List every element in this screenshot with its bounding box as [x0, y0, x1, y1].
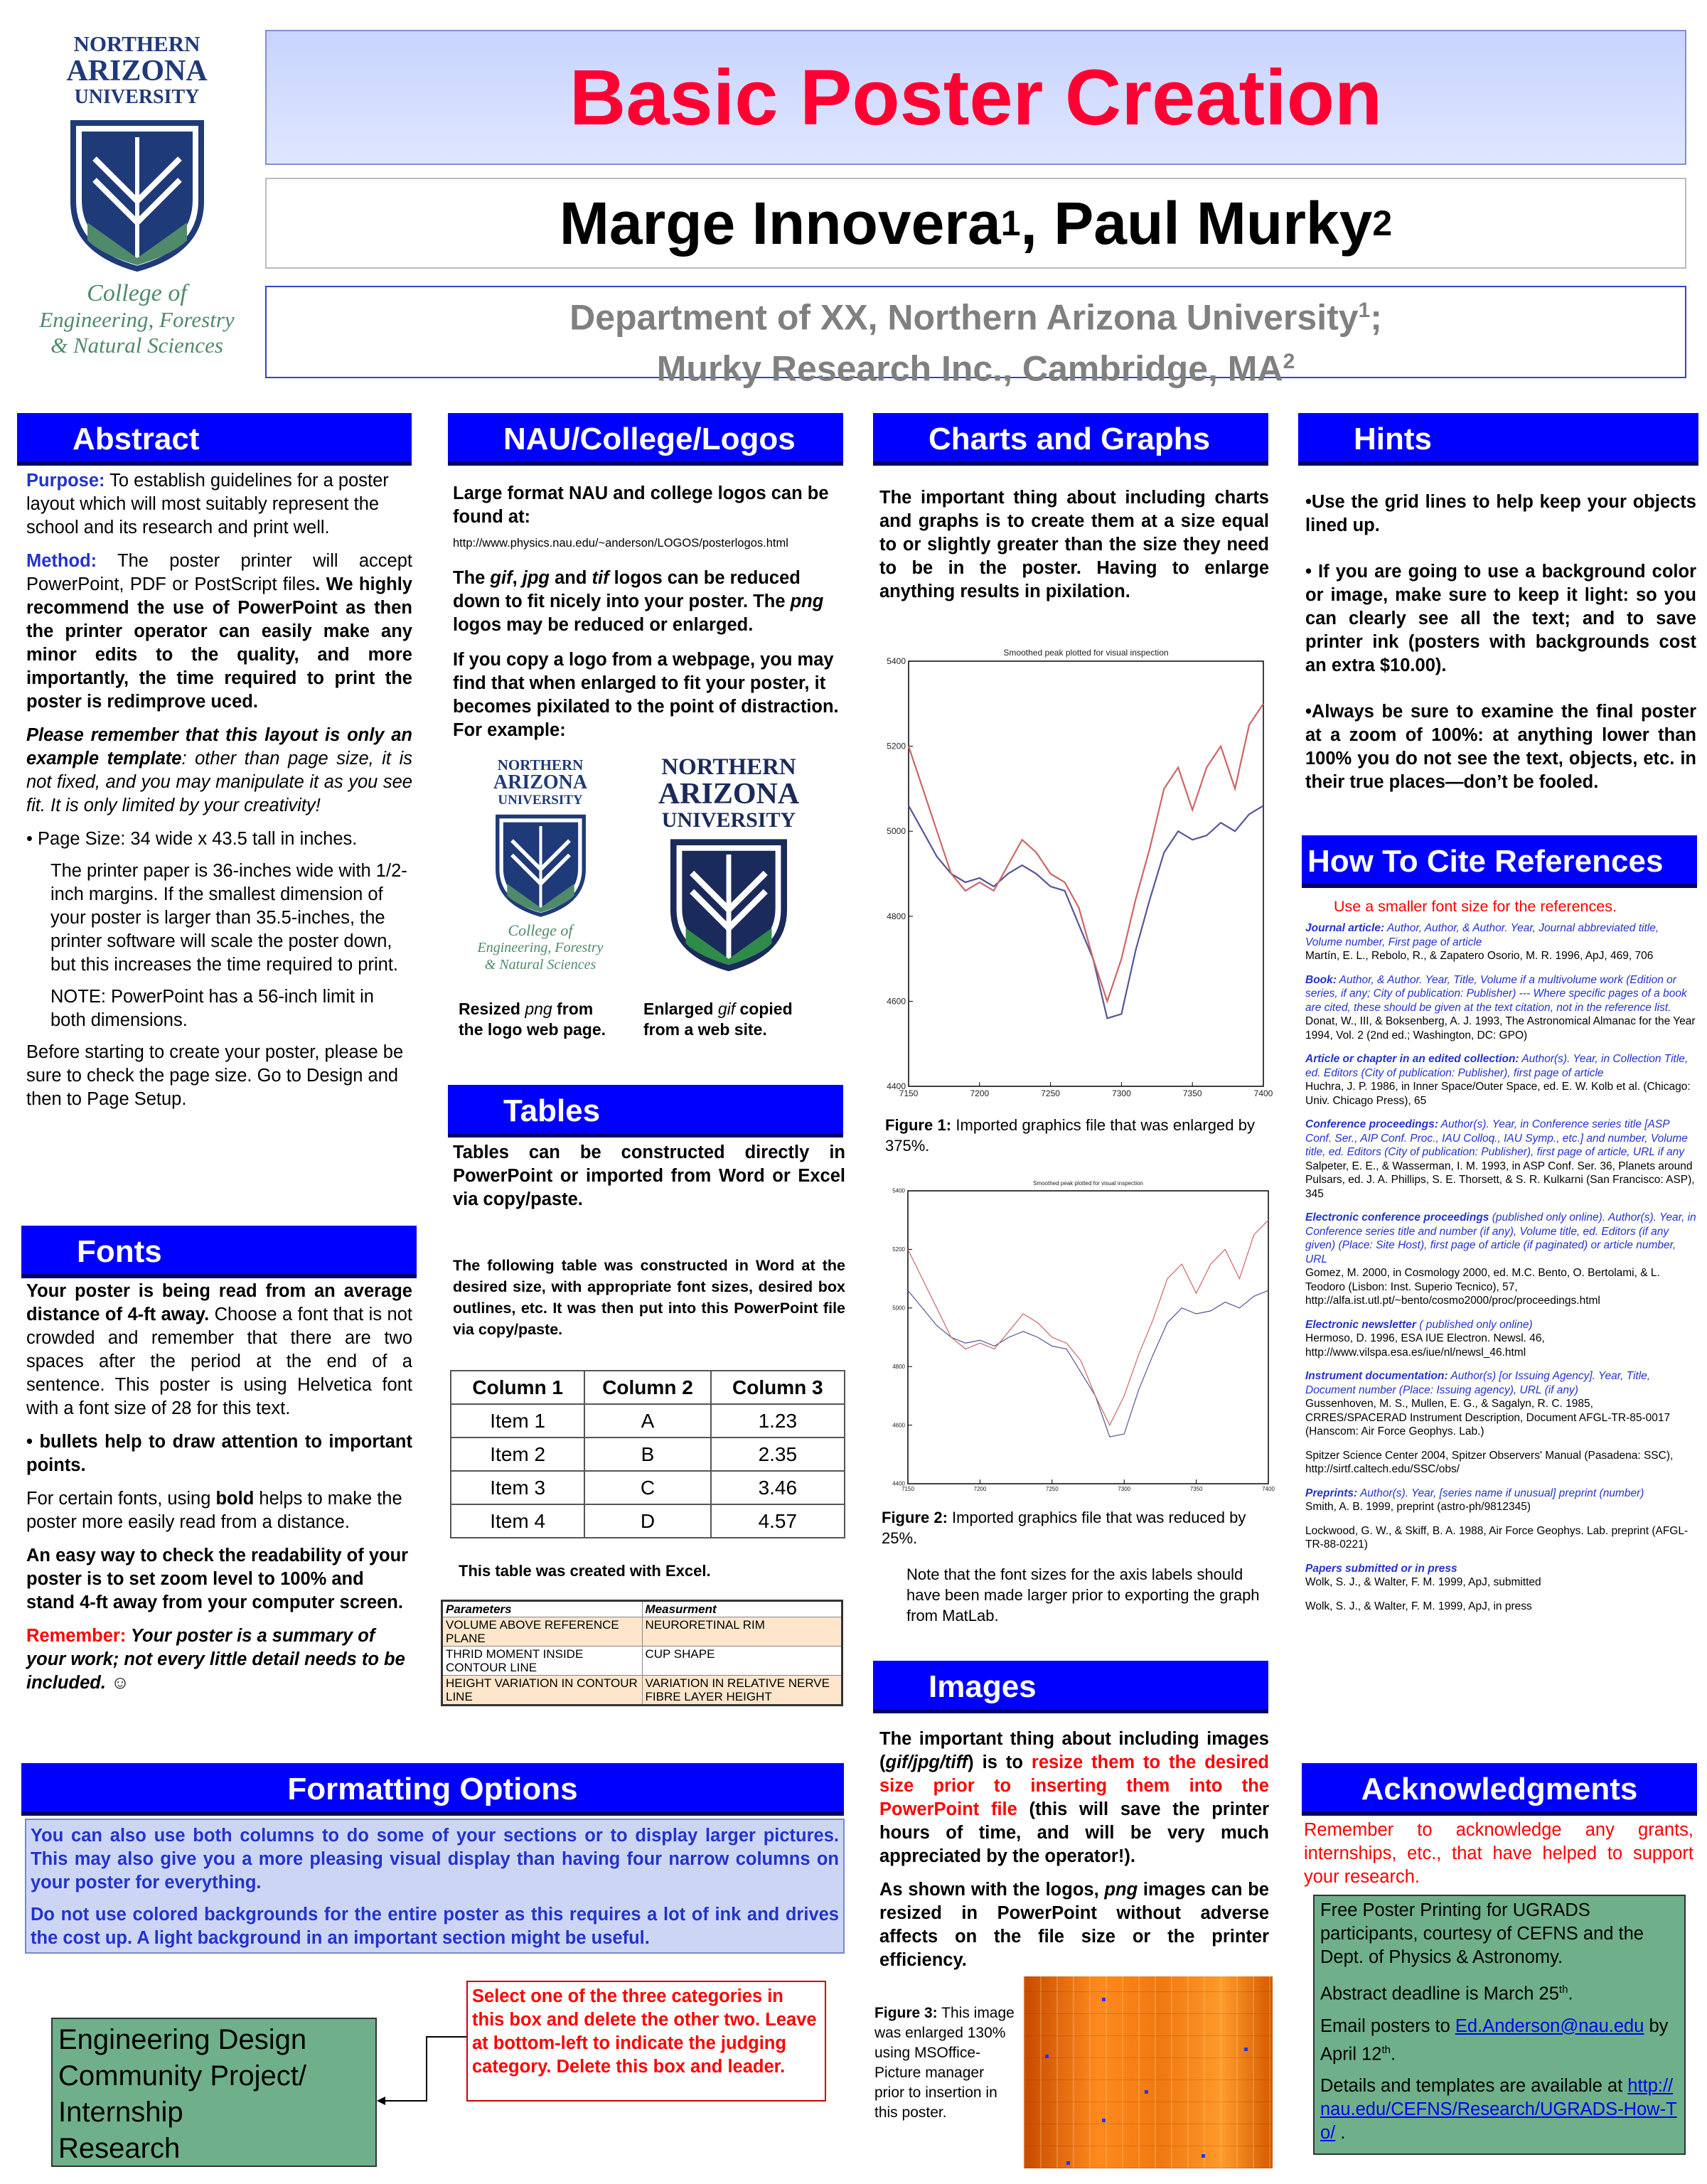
- chart-axes-box: [908, 1191, 1268, 1484]
- y-tick-label: 4600: [892, 1422, 905, 1429]
- reference-item: Wolk, S. J., & Walter, F. M. 1999, ApJ, in press: [1305, 1600, 1532, 1612]
- y-tick-label: 4400: [887, 1081, 906, 1091]
- tables-header: Tables: [448, 1085, 843, 1138]
- logo-line2: ARIZONA: [66, 55, 208, 87]
- abstract-header: Abstract: [17, 413, 412, 466]
- reference-item: Spitzer Science Center 2004, Spitzer Observers' Manual (Pasadena: SSC), http://sirtf.caltech.edu/SSC/obs/: [1305, 1449, 1674, 1475]
- logo-line3: UNIVERSITY: [74, 86, 200, 108]
- figure2-chart: [879, 1177, 1274, 1497]
- reference-item: Electronic conference proceedings (published only online). Author(s). Year, in Conference series title and number (if any), Volume title, ed. Editors (if any given) (Place: Site Host), first page of article (if paginated) or article number, URL Gomez, M. 2000, in Cosmology 2000, ed. M.C. Bento, O. Bertolami, & L. Teodoro (Lisbon: Inst. Superio Tecnico), 57, http://alfa.ist.utl.pt/~bento/cosmo2000/proc/proceedings.html: [1305, 1211, 1696, 1307]
- y-tick-label: 5400: [892, 1187, 905, 1194]
- reference-item: Book: Author, & Author. Year, Title, Volume if a multivolume work (Edition or series, if any; City of publication: Publisher) --- Where specific pages of a book are cited, these should be given at the text citation, not in the reference list. Donat, W., III, & Boksenberg, A. J. 1993, The Astronomical Almanac for the Year 1994, Vol. 2 (2nd ed.; Washington, DC: GPO): [1305, 973, 1696, 1042]
- formatting-box: You can also use both columns to do some of your sections or to display larger pictures. This may also give you a more pleasing visual display than having four narrow columns on your poster for everything. Do not use colored backgrounds for the entire poster as this requires a lot of ink and drives the cost up. A light background in an important section might be useful.: [25, 1819, 845, 1954]
- fonts-header: Fonts: [21, 1226, 417, 1278]
- affil2-sup: 2: [1283, 349, 1295, 373]
- ack-header: Acknowledgments: [1302, 1763, 1697, 1816]
- formatting-header: Formatting Options: [21, 1763, 844, 1816]
- y-tick-label: 5000: [892, 1305, 905, 1312]
- table-row: VOLUME ABOVE REFERENCE PLANE NEURORETINAL RIM: [442, 1617, 842, 1647]
- logos-url: http://www.physics.nau.edu/~anderson/LOGOS/posterlogos.html: [453, 537, 788, 550]
- x-tick-label: 7300: [1118, 1486, 1131, 1492]
- chart-title: Smoothed peak plotted for visual inspection: [1003, 648, 1169, 658]
- leader-line-icon: [377, 2033, 469, 2108]
- affiliation-box: [265, 286, 1686, 389]
- x-tick-label: 7200: [970, 1088, 990, 1098]
- table-row: THRID MOMENT INSIDE CONTOUR LINE CUP SHAPE: [442, 1647, 842, 1676]
- x-tick-label: 7300: [1112, 1088, 1131, 1098]
- select-category-note: Select one of the three categories in this box and delete the other two. Leave at bottom-left to indicate the judging category. Delete this box and leader.: [466, 1981, 826, 2102]
- y-tick-label: 5400: [887, 656, 906, 666]
- cite-header: How To Cite References: [1302, 835, 1697, 888]
- author-sep: ,: [1020, 189, 1054, 257]
- hints-header: Hints: [1298, 413, 1698, 466]
- logo-line1: NORTHERN: [73, 31, 200, 56]
- affil1-sup: 1: [1358, 299, 1371, 322]
- x-tick-label: 7350: [1182, 1088, 1202, 1098]
- x-tick-label: 7350: [1189, 1486, 1203, 1492]
- fonts-body: Your poster is being read from an average distance of 4-ft away. Choose a font that is not crowded and remember that there are two spaces after the period at the end of a sentence. This poster is using Helvetica font with a font size of 28 for this text. • bullets help to draw attention to important points. For certain fonts, using bold helps to make the poster more easily read from a distance. An easy way to check the readability of your poster is to set zoom level to 100% and stand 4-ft away from your computer screen. Remember: Your poster is a summary of your work; not every little detail needs to be included. ☺: [26, 1281, 412, 1693]
- figure3-image: [1024, 1976, 1273, 2168]
- reference-item: Conference proceedings: Author(s). Year, in Conference series title [ASP Conf. Ser., AIP Conf. Proc., IAU Colloq., IAU Symp., etc.] and number, Volume title, ed. Editors (City of publication: Publisher), first page of article, URL if any Salpeter, E. E., & Wasserman, I. M. 1993, in ASP Conf. Ser. 36, Planets around Pulsars, ed. J. A. Phillips, S. E. Thorsett, & S. R. Kulkarni (San Francisco: ASP), 345: [1305, 1118, 1695, 1200]
- author2-sup: 2: [1372, 203, 1393, 243]
- reference-item: Article or chapter in an edited collection: Author(s). Year, in Collection Title, ed. Editors (City of publication: Publisher), first page of article Huchra, J. P. 1986, in Inner Space/Outer Space, ed. E. W. Kolb et al. (Chicago: Univ. Chicago Press), 65: [1305, 1053, 1691, 1107]
- author1-sup: 1: [1000, 203, 1021, 243]
- logo-example-png: NORTHERN ARIZONA UNIVERSITY College of Engineering, Forestry & Natural Sciences: [477, 756, 604, 973]
- figure1-caption: Figure 1: Imported graphics file that was enlarged by 375%.: [885, 1116, 1255, 1155]
- poster-title: Basic Poster Creation: [569, 53, 1383, 141]
- reference-item: Electronic newsletter ( published only online) Hermoso, D. 1996, ESA IUE Electron. Newsl. 46, http://www.vilspa.esa.es/iue/nl/newsl_46.html: [1305, 1318, 1545, 1359]
- tables-word-note: The following table was constructed in Word at the desired size, with appropriate font sizes, desired box outlines, etc. It was then put into this PowerPoint file via copy/paste.: [453, 1257, 845, 1338]
- table-row: Item 4 D 4.57: [451, 1504, 845, 1538]
- logo-caption-2: Enlarged gif copied from a web site.: [643, 1000, 793, 1039]
- y-tick-label: 4400: [892, 1480, 905, 1487]
- table-row: Item 3 C 3.46: [451, 1471, 845, 1504]
- printing-info-box: Free Poster Printing for UGRADS participants, courtesy of CEFNS and the Dept. of Physics & Astronomy. Abstract deadline is March 25th. Email posters to Ed.Anderson@nau.edu by April 12th. Details and templates are available at http://nau.edu/CEFNS/Research/UGRADS-How-To/ .: [1313, 1895, 1686, 2155]
- x-tick-label: 7400: [1253, 1088, 1273, 1098]
- reference-item: Lockwood, G. W., & Skiff, B. A. 1988, Air Force Geophys. Lab. preprint (AFGL-TR-88-0221): [1305, 1524, 1689, 1551]
- excel-table: Parameters Measurment VOLUME ABOVE REFERENCE PLANE NEURORETINAL RIM THRID MOMENT INSIDE CONTOUR LINE CUP SHAPE HEIGHT VARIATION IN CONTOUR LINE VARIATION IN RELATIVE NERVE FIBRE LAYER HEIGHT: [441, 1600, 843, 1706]
- ack-body: Remember to acknowledge any grants, internships, etc., that have helped to support your research.: [1304, 1820, 1693, 1887]
- logos-header: NAU/College/Logos: [448, 413, 843, 466]
- figure2-caption: Figure 2: Imported graphics file that was reduced by 25%.: [882, 1509, 1246, 1547]
- logo-example-gif: NORTHERN ARIZONA UNIVERSITY: [640, 755, 818, 990]
- x-tick-label: 7200: [973, 1486, 987, 1492]
- y-tick-label: 4800: [887, 911, 906, 921]
- excel-caption: This table was created with Excel.: [459, 1562, 711, 1580]
- cite-intro: Use a smaller font size for the references.: [1334, 898, 1617, 915]
- charts-header: Charts and Graphs: [873, 413, 1268, 466]
- figure1-chart: [876, 640, 1273, 1102]
- logo-college3: & Natural Sciences: [50, 333, 223, 358]
- title-box: [265, 30, 1686, 165]
- nau-shield-pixelated-icon: [665, 836, 793, 971]
- y-tick-label: 4600: [887, 996, 906, 1007]
- nau-shield-icon: [66, 116, 208, 272]
- reference-list: [1305, 921, 1696, 1623]
- x-tick-label: 7150: [901, 1486, 914, 1492]
- nau-shield-small-icon: [493, 811, 589, 918]
- figure2-note: Note that the font sizes for the axis labels should have been made larger prior to exporting the graph from MatLab.: [906, 1565, 1260, 1624]
- reference-item: Papers submitted or in press Wolk, S. J., & Walter, F. M. 1999, ApJ, submitted: [1305, 1562, 1541, 1588]
- images-body: The important thing about including images (gif/jpg/tiff) is to resize them to the desired size prior to inserting them into the PowerPoint file (this will save the printer hours of time, and will be very much appreciated by the operator!). As shown with the logos, png images can be resized in PowerPoint without adverse affects on the file size or the printer efficiency.: [879, 1729, 1269, 1970]
- reference-item: Instrument documentation: Author(s) [or Issuing Agency]. Year, Title, Document number (Place: Issuing agency), URL (if any) Gussenhoven, M. S., Mullen, E. G., & Sagalyn, R. C. 1985, CRRES/SPACERAD Instrument Description, Document AFGL-TR-85-0017 (Hanscom: Air Force Geophys. Lab.): [1305, 1370, 1671, 1438]
- judging-category-box: Engineering Design Community Project/ Internship Research: [51, 2018, 377, 2167]
- hints-body: •Use the grid lines to help keep your objects lined up. • If you are going to use a background color or image, make sure to keep it light: so you can clearly see all the text; and to save printer ink (posters with backgrounds cost an extra $10.00). •Always be sure to examine the final poster at a zoom of 100%: at anything lower than 100% you do not see the text, objects, etc. in their true places—don’t be fooled.: [1305, 492, 1696, 792]
- abstract-body: Purpose: To establish guidelines for a poster layout which will most suitably represent the school and its research and print well. Method: The poster printer will accept PowerPoint, PDF or PostScript files. We highly recommend the use of PowerPoint as then the printer operator can easily make any minor edits to the quality, and more importantly, the time required to print the poster is redimprove uced. Please remember that this layout is only an example template: other than page size, it is not fixed, and you may manipulate it as you see fit. It is only limited by your creativity! • Page Size: 34 wide x 43.5 tall in inches. The printer paper is 36-inches wide with 1/2-inch margins. If the smallest dimension of your poster is larger than 35.5-inches, the printer software will scale the poster down, but this increases the time required to print. NOTE: PowerPoint has a 56-inch limit in both dimensions. Before starting to create your poster, please be sure to check the page size. Go to Design and then to Page Setup.: [26, 471, 412, 1109]
- chart-title: Smoothed peak plotted for visual inspection: [1033, 1180, 1143, 1187]
- author1: Marge Innovera: [559, 189, 1001, 257]
- affil1-end: ;: [1370, 297, 1382, 338]
- x-tick-label: 7250: [1041, 1088, 1060, 1098]
- table-row: Item 2 B 2.35: [451, 1438, 845, 1471]
- figure3-caption: Figure 3: This image was enlarged 130% using MSOffice-Picture manager prior to insertion in this poster.: [874, 2005, 1015, 2121]
- logo-caption-1: Resized png from the logo web page.: [459, 1000, 606, 1039]
- reference-item: Preprints: Author(s). Year, [series name if unusual] preprint (number) Smith, A. B. 1999, preprint (astro-ph/9812345): [1305, 1487, 1644, 1513]
- y-tick-label: 5000: [887, 826, 906, 837]
- images-header: Images: [873, 1661, 1268, 1713]
- logo-college2: Engineering, Forestry: [39, 307, 235, 332]
- affil2: Murky Research Inc., Cambridge, MA: [656, 348, 1283, 389]
- logo-college1: College of: [87, 280, 187, 306]
- charts-intro: The important thing about including charts and graphs is to create them at a size equal to or slightly greater than the size they need to be in the poster. Having to enlarge anything results in pixilation.: [879, 488, 1269, 601]
- email-link[interactable]: Ed.Anderson@nau.edu: [1455, 2016, 1644, 2036]
- logos-body: Large format NAU and college logos can be found at: http://www.physics.nau.edu/~anderson/LOGOS/posterlogos.html The gif, jpg and tif logos can be reduced down to fit nicely into your poster. The png logos may be reduced or enlarged. If you copy a logo from a webpage, you may find that when enlarged to fit your poster, it becomes pixilated to the point of distraction. For example:: [453, 482, 840, 754]
- x-tick-label: 7400: [1262, 1486, 1275, 1492]
- details-link[interactable]: http://nau.edu/CEFNS/Research/UGRADS-How-To/: [1320, 2076, 1677, 2143]
- y-tick-label: 4800: [892, 1363, 905, 1370]
- nau-logo: [14, 32, 259, 373]
- author2: Paul Murky: [1054, 189, 1373, 257]
- table-row: Item 1 A 1.23: [451, 1404, 845, 1438]
- word-table: Column 1 Column 2 Column 3 Item 1 A 1.23 Item 2 B 2.35 Item 3 C 3.46 Item 4 D 4.57: [450, 1370, 845, 1538]
- chart-axes-box: [909, 661, 1263, 1086]
- tables-intro: Tables can be constructed directly in PowerPoint or imported from Word or Excel via copy/paste.: [453, 1142, 845, 1209]
- table-row: HEIGHT VARIATION IN CONTOUR LINE VARIATION IN RELATIVE NERVE FIBRE LAYER HEIGHT: [442, 1676, 842, 1706]
- x-tick-label: 7250: [1045, 1486, 1059, 1492]
- y-tick-label: 5200: [887, 741, 906, 751]
- authors-box: [265, 178, 1686, 269]
- x-tick-label: 7150: [899, 1088, 919, 1098]
- affil1: Department of XX, Northern Arizona University: [569, 297, 1359, 338]
- y-tick-label: 5200: [892, 1246, 905, 1253]
- reference-item: Journal article: Author, Author, & Author. Year, Journal abbreviated title, Volume number, First page of article Martín, E. L., Rebolo, R., & Zapatero Osorio, M. R. 1996, ApJ, 469, 706: [1305, 922, 1659, 962]
